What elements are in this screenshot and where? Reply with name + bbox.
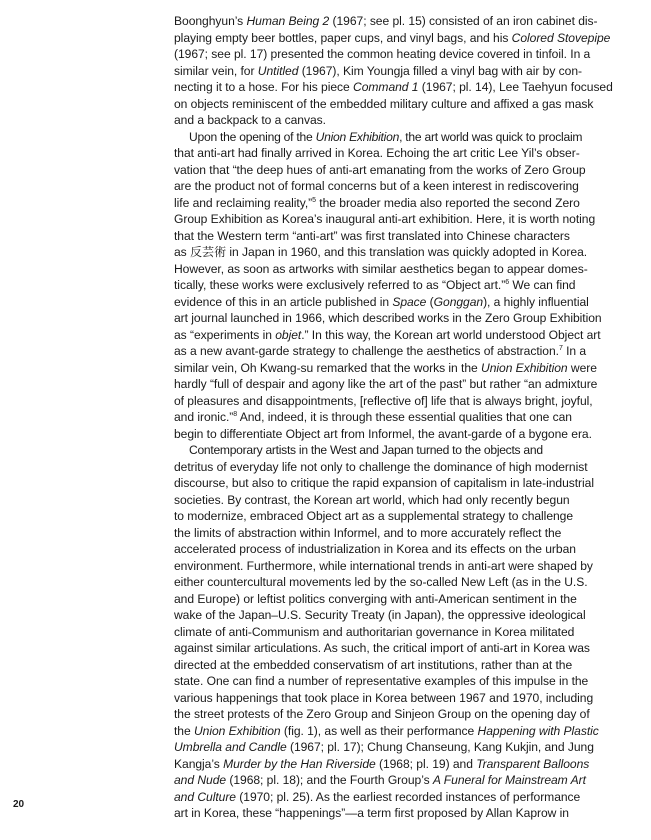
text-run: We can find [509, 278, 576, 292]
text-run: art in Korea, these “happenings”—a term first proposed by Allan Kaprow in [174, 806, 569, 820]
text-line [174, 805, 614, 822]
italic-title: and Culture [174, 789, 236, 804]
italic-title: objet [275, 327, 302, 342]
text-line [174, 541, 614, 558]
text-run: detritus of everyday life not only to challenge the dominance of high modernist [174, 459, 588, 474]
italic-title: Murder by the Han Riverside [223, 756, 376, 771]
text-run: similar vein, for [174, 63, 258, 78]
text-run: environment. Furthermore, while international trends in anti-art were shaped by [174, 558, 593, 573]
text-run: climate of anti-Communism and authoritarian governance in Korea militated [174, 624, 575, 639]
text-run: And, indeed, it is through these essential qualities that one can [237, 410, 572, 424]
page-number: 20 [13, 799, 25, 810]
footnote-ref: 8 [233, 410, 238, 418]
text-line [174, 459, 614, 476]
text-run: discourse, but also to critique the rapid expansion of capitalism in late-industrial [174, 476, 594, 490]
paragraph [174, 13, 614, 129]
text-line [174, 657, 614, 674]
text-line [174, 706, 614, 723]
text-run: the broader media also reported the second Zero [315, 195, 580, 210]
text-line [174, 129, 614, 146]
text-run: and a backpack to a canvas. [174, 113, 326, 127]
text-line [174, 178, 614, 195]
text-line [174, 558, 614, 575]
text-run: state. One can find a number of representative examples of this impulse in the [174, 674, 589, 688]
text-run: necting it to a hose. For his piece [174, 80, 354, 94]
text-run: Group Exhibition as Korea’s inaugural anti-art exhibition. Here, it is worth noting [174, 212, 596, 226]
text-line [174, 525, 614, 542]
text-line [174, 112, 614, 129]
text-run: (1967; see pl. 17) presented the common heating device covered in tinfoil. In a [174, 47, 591, 61]
text-run: various happenings that took place in Korea between 1967 and 1970, including [174, 690, 594, 705]
text-line [174, 376, 614, 393]
text-run: (1970; pl. 25). As the earliest recorded instances of performance [235, 789, 581, 804]
italic-title: and Nude [174, 773, 227, 787]
text-run: the [174, 723, 194, 738]
italic-title: Space [392, 294, 427, 309]
text-run: Boonghyun’s [174, 14, 247, 28]
text-run: Upon the opening of the [189, 129, 316, 144]
text-run: Contemporary artists in the West and Japan turned to the objects and [189, 443, 543, 457]
text-run: the limits of abstraction within Informel, and to more accurately reflect the [174, 525, 562, 540]
text-line [174, 574, 614, 591]
text-run: that anti-art had finally arrived in Korea. Echoing the art critic Lee Yil’s obser- [174, 146, 580, 160]
text-line [174, 96, 614, 113]
text-run: (1967; see pl. 15) consisted of an iron cabinet dis- [329, 14, 598, 28]
text-run: societies. By contrast, the Korean art world, which had only recently begun [174, 492, 570, 507]
italic-title: Union Exhibition [193, 723, 281, 738]
text-line [174, 739, 614, 756]
text-line [174, 789, 614, 806]
text-run: (1967; pl. 17); Chung Chanseung, Kang Kukjin, and Jung [286, 740, 594, 754]
text-run: , the art world was quick to proclaim [399, 129, 583, 144]
text-run: similar vein, Oh Kwang-su remarked that the works in the [174, 360, 482, 375]
text-run: against similar articulations. As such, the critical import of anti-art in Korea was [174, 641, 590, 655]
text-line [174, 690, 614, 707]
footnote-ref: 5 [312, 196, 316, 204]
text-run: playing empty beer bottles, paper cups, and vinyl bags, and his [174, 30, 512, 45]
text-line [174, 261, 614, 278]
italic-title: Colored Stovepipe [511, 30, 611, 45]
text-line [174, 624, 614, 641]
text-run: as a new avant-garde strategy to challenge the aesthetics of abstraction. [174, 344, 559, 358]
text-run: life and reclaiming reality,” [174, 195, 313, 210]
text-run: the street protests of the Zero Group and Sinjeon Group on the opening day of [174, 707, 590, 721]
text-line [174, 63, 614, 80]
italic-title: Human Being 2 [246, 14, 330, 28]
text-line [174, 228, 614, 245]
paragraph [174, 129, 614, 443]
text-run: tically, these works were exclusively referred to as “Object art.” [174, 278, 506, 292]
text-line [174, 211, 614, 228]
text-line [174, 343, 614, 360]
text-line [174, 162, 614, 179]
text-run: were [567, 360, 597, 375]
text-run: (1967), Kim Youngja filled a vinyl bag with air by con- [298, 63, 582, 78]
text-line [174, 508, 614, 525]
italic-title: Union Exhibition [315, 129, 400, 144]
text-run: wake of the Japan–U.S. Security Treaty (in Japan), the oppressive ideological [174, 608, 586, 622]
text-run: In a [562, 344, 587, 358]
text-line [174, 475, 614, 492]
text-line [174, 723, 614, 740]
text-run: However, as soon as artworks with similar aesthetics began to appear domes- [174, 261, 588, 276]
text-run: and ironic.” [174, 410, 234, 424]
text-line [174, 442, 614, 459]
text-run: (1968; pl. 19) and [375, 756, 477, 771]
text-line [174, 673, 614, 690]
italic-title: Union Exhibition [481, 360, 568, 375]
text-line [174, 13, 614, 30]
text-run: are the product not of formal concerns but of a keen interest in rediscovering [174, 179, 579, 193]
text-run: (fig. 1), as well as their performance [280, 723, 478, 738]
body-text [174, 13, 614, 822]
text-line [174, 79, 614, 96]
footnote-ref: 7 [558, 344, 563, 352]
text-line [174, 607, 614, 624]
text-run: hardly “full of despair and agony like the art of the past” but rather “an admixture [174, 377, 598, 391]
text-line [174, 145, 614, 162]
text-line [174, 277, 614, 294]
text-run: ( [426, 294, 434, 309]
italic-title: Happening with Plastic [477, 723, 599, 738]
text-run: (1967; pl. 14), Lee Taehyun focused [418, 80, 613, 94]
italic-title: A Funeral for Mainstream Art [432, 773, 586, 787]
text-line [174, 772, 614, 789]
text-line [174, 640, 614, 657]
text-run: evidence of this in an article published in [174, 294, 393, 309]
text-run: begin to differentiate Object art from Informel, the avant-garde of a bygone era. [174, 426, 592, 441]
italic-title: Gonggan [433, 294, 484, 309]
text-run: art journal launched in 1966, which described works in the Zero Group Exhibition [174, 311, 602, 325]
text-line [174, 393, 614, 410]
text-line [174, 756, 614, 773]
text-line [174, 360, 614, 377]
text-line [174, 426, 614, 443]
footnote-ref: 6 [505, 278, 510, 286]
text-run: either countercultural movements led by the so-called New Left (as in the U.S. [174, 575, 588, 589]
text-line [174, 310, 614, 327]
text-run: vation that “the deep hues of anti-art emanating from the works of Zero Group [174, 162, 586, 177]
paragraph [174, 442, 614, 822]
text-run: and Europe) or leftist politics converging with anti-American sentiment in the [174, 591, 577, 606]
text-line [174, 195, 614, 212]
italic-title: Command 1 [353, 80, 419, 94]
italic-title: Umbrella and Candle [174, 740, 287, 754]
text-run: as “experiments in [174, 327, 276, 342]
text-run: Kangja’s [174, 756, 224, 771]
text-run: accelerated process of industrialization in Korea and its effects on the urban [174, 542, 576, 556]
text-line [174, 46, 614, 63]
text-run: .” In this way, the Korean art world understood Object art [301, 327, 601, 342]
text-run: (1968; pl. 18); and the Fourth Group’s [226, 773, 433, 787]
text-line [174, 244, 614, 261]
text-line [174, 492, 614, 509]
text-run: ), a highly influential [483, 294, 589, 309]
text-line [174, 30, 614, 47]
text-line [174, 294, 614, 311]
text-run: as 反芸術 in Japan in 1960, and this translation was quickly adopted in Korea. [174, 245, 588, 259]
text-line [174, 327, 614, 344]
text-line [174, 591, 614, 608]
italic-title: Untitled [257, 63, 299, 78]
text-run: of pleasures and disappointments, [reflective of] life that is always bright, joyful, [174, 393, 593, 408]
text-run: to modernize, embraced Object art as a supplemental strategy to challenge [174, 509, 574, 523]
italic-title: Transparent Balloons [476, 756, 590, 771]
text-run: that the Western term “anti-art” was first translated into Chinese characters [174, 228, 570, 243]
text-run: directed at the embedded conservatism of art institutions, rather than at the [174, 657, 573, 672]
text-line [174, 409, 614, 426]
text-run: on objects reminiscent of the embedded military culture and affixed a gas mask [174, 96, 594, 111]
